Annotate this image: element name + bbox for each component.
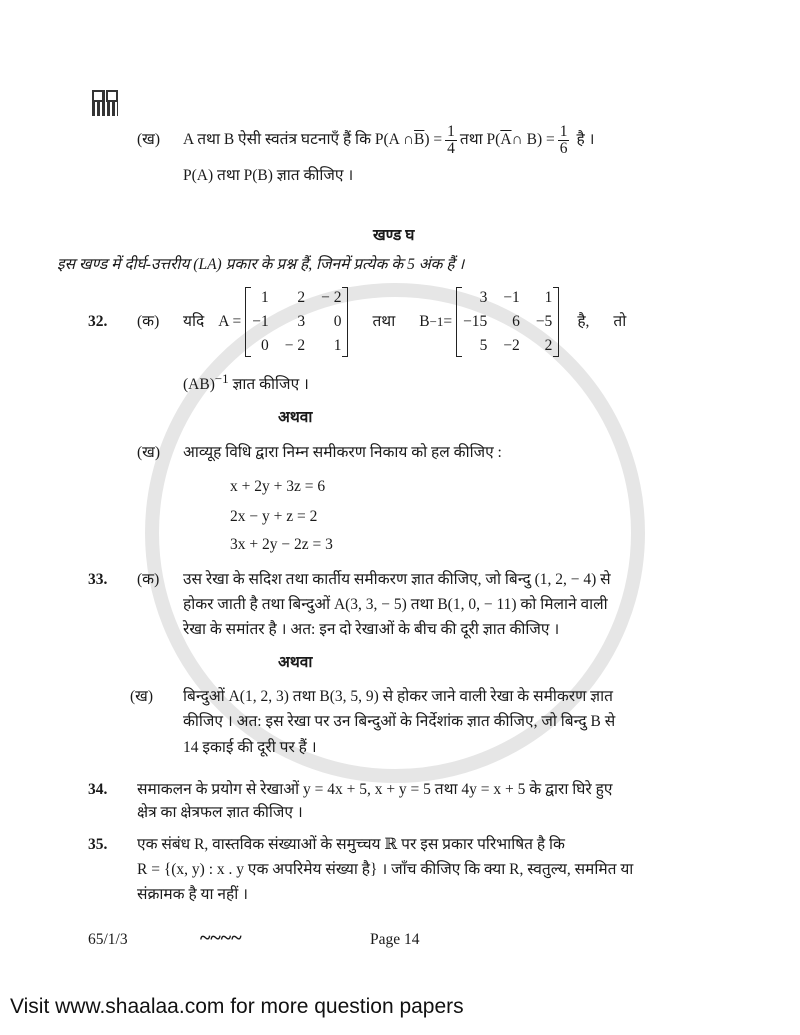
matrix-cell: −15: [463, 313, 488, 330]
q35-number: 35.: [88, 836, 108, 853]
superscript: −1: [214, 371, 229, 386]
matrix-cell: −1: [252, 313, 269, 330]
q32a-row: [88, 286, 626, 358]
tilde-decoration: ~~~~: [200, 927, 242, 949]
q32a-label: (क): [137, 313, 160, 330]
section-title: खण्ड घ: [373, 227, 415, 244]
matrix-cell: 3: [479, 289, 488, 306]
section-instruction: इस खण्ड में दीर्घ-उत्तरीय (LA) प्रकार के प्रश्न हैं, जिनमें प्रत्येक के 5 अंक हैं ।: [57, 256, 465, 273]
equation-1: x + 2y + 3z = 6: [230, 478, 326, 495]
q32-or: अथवा: [278, 409, 313, 426]
q32-yadi: यदि: [183, 313, 205, 330]
q35-line: संक्रामक है या नहीं ।: [137, 886, 249, 903]
q31b-line2: P(A) तथा P(B) ज्ञात कीजिए ।: [183, 167, 354, 184]
denominator: 4: [447, 139, 455, 157]
text: ज्ञात कीजिए ।: [228, 376, 309, 394]
q34-number: 34.: [88, 781, 108, 798]
q35-line: एक संबंध R, वास्तविक संख्याओं के समुच्चय ℝ पर इस प्रकार परिभाषित है कि: [137, 836, 565, 853]
a-complement: $\overline{A}$: [500, 131, 512, 148]
matrix-cell: −5: [535, 313, 553, 330]
q32b-text: आव्यूह विधि द्वारा निम्न समीकरण निकाय को हल कीजिए :: [183, 444, 502, 461]
q32a-line2: [183, 369, 309, 395]
matrix-cell: 2: [544, 337, 553, 354]
equals: =: [443, 313, 453, 330]
matrix-cell: −1: [503, 289, 520, 306]
matrix-cell: −2: [503, 337, 520, 354]
fraction: [445, 124, 457, 157]
q33a-line: उस रेखा के सदिश तथा कार्तीय समीकरण ज्ञात कीजिए, जो बिन्दु (1, 2, − 4) से: [183, 571, 611, 588]
text: (AB): [183, 376, 215, 394]
q33a-label: (क): [137, 571, 160, 588]
text: ) =: [424, 131, 443, 148]
matrix-cell: 5: [479, 337, 488, 354]
matrix-cell: 3: [297, 313, 306, 330]
matrix-A: [245, 287, 348, 357]
q33-number: 33.: [88, 571, 108, 588]
matrix-cell: 1: [260, 289, 269, 306]
shaalaa-banner-link[interactable]: Visit www.shaalaa.com for more question papers: [10, 995, 464, 1018]
matrix-Binv: [456, 287, 559, 357]
numerator: 1: [447, 122, 455, 140]
q32-to: तो: [613, 313, 627, 330]
text: है ।: [576, 131, 595, 148]
qr-code-icon: [92, 90, 118, 116]
q34-line: क्षेत्र का क्षेत्रफल ज्ञात कीजिए ।: [137, 804, 303, 821]
q33-or: अथवा: [278, 654, 313, 671]
q32b-label: (ख): [137, 444, 161, 461]
text: A तथा B ऐसी स्वतंत्र घटनाएँ हैं कि P(A ∩: [183, 131, 415, 148]
denominator: 6: [559, 139, 568, 157]
matrix-cell: 0: [333, 313, 342, 330]
matrix-cell: − 2: [284, 337, 306, 354]
matrix-Binv-group: [419, 287, 559, 357]
q33b-line: 14 इकाई की दूरी पर हैं ।: [183, 739, 317, 756]
matrix-A-label: A =: [218, 313, 242, 330]
q32-number: 32.: [88, 313, 108, 330]
equation-2: 2x − y + z = 2: [230, 508, 318, 525]
q33b-line: कीजिए । अत: इस रेखा पर उन बिन्दुओं के निर्देशांक ज्ञात कीजिए, जो बिन्दु B से: [183, 713, 616, 730]
matrix-cell: 1: [544, 289, 553, 306]
q33a-line: होकर जाती है तथा बिन्दुओं A(3, 3, − 5) तथा B(1, 0, − 11) को मिलाने वाली: [183, 596, 608, 613]
matrix-cell: 0: [260, 337, 269, 354]
watermark-circle: [145, 283, 645, 783]
fraction: [558, 124, 570, 157]
q32-hai: है,: [577, 313, 590, 330]
q31b-label: (ख): [137, 131, 161, 148]
paper-code: 65/1/3: [88, 931, 128, 948]
text: तथा P(: [459, 131, 501, 148]
q34-line: समाकलन के प्रयोग से रेखाओं y = 4x + 5, x + y = 5 तथा 4y = x + 5 के द्वारा घिरे हुए: [137, 781, 613, 798]
equation-3: 3x + 2y − 2z = 3: [230, 536, 333, 553]
q35-line: R = {(x, y) : x . y एक अपरिमेय संख्या है} । जाँच कीजिए कि क्या R, स्वतुल्य, सममित या: [137, 861, 634, 878]
q33a-line: रेखा के समांतर है । अत: इन दो रेखाओं के बीच की दूरी ज्ञात कीजिए ।: [183, 621, 560, 638]
matrix-cell: 6: [512, 313, 520, 330]
q33b-label: (ख): [130, 688, 154, 705]
q31b-line1: [183, 122, 594, 158]
matrix-cell: 2: [297, 289, 306, 306]
matrix-Binv-label: B: [419, 313, 430, 330]
matrix-cell: 1: [333, 337, 342, 354]
matrix-cell: − 2: [321, 289, 342, 306]
superscript: −1: [429, 314, 444, 329]
b-complement: $\overline{B}$: [414, 131, 425, 148]
q32-tatha: तथा: [372, 313, 396, 330]
q33b-line: बिन्दुओं A(1, 2, 3) तथा B(3, 5, 9) से होकर जाने वाली रेखा के समीकरण ज्ञात: [183, 688, 613, 705]
matrix-A-group: [218, 287, 348, 357]
text: ∩ B) =: [511, 131, 555, 148]
page-number: Page 14: [370, 931, 420, 948]
numerator: 1: [559, 122, 568, 140]
